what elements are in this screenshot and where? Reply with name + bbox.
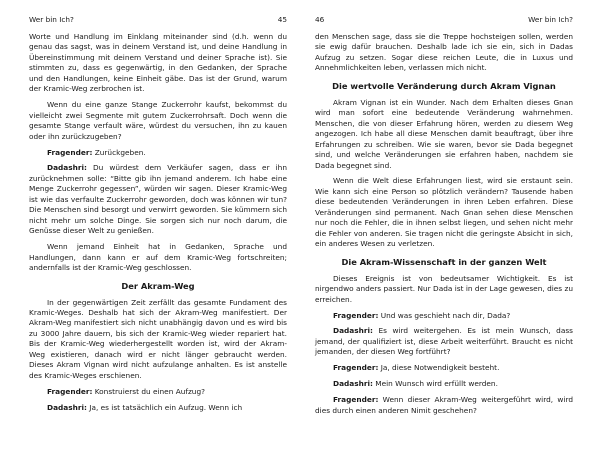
section-heading: Der Akram-Weg [121, 280, 195, 291]
dialogue-line [29, 163, 287, 236]
speaker-label: Fragender: [333, 395, 379, 405]
paragraph: Wenn die Welt diese Erfahrungen liest, wird sie erstaunt sein. Wie kann sich eine Person so plötzlich verändern? Tausende haben diese bedeutenden Veränderungen in ihren Leben erfahren. Diese Veränderungen sind permanent. Nach Gnan sehen diese Menschen nur noch die Fehler, die in ihnen selbst liegen, und sehen nicht mehr die Fehler von anderen. Sie tragen nicht die geringste Absicht in sich, ein anderes Wesen zu verletzen. [315, 176, 573, 249]
dialogue-line [315, 379, 573, 389]
dialogue-text: Wenn dieser Akram-Weg weitergeführt wird, wird dies durch einen anderen Nimit geschehen? [315, 395, 573, 415]
page-header [315, 14, 573, 26]
dialogue-line [29, 148, 287, 158]
dialogue-line [29, 403, 287, 413]
dialogue-text: Und was geschieht nach dir, Dada? [378, 310, 511, 320]
running-title: Wer bin Ich? [29, 15, 74, 24]
paragraph: In der gegenwärtigen Zeit zerfällt das gesamte Fundament des Kramic-Weges. Deshalb hat sich der Akram-Weg manifestiert. Der Akram-Weg manifestiert sich nicht unabhängig davon und es wird bis zu 3000 Jahre dauern, bis sich der Kramic-Weg wieder repariert hat. Bis der Kramic-Weg wiederhergestellt worden ist, wird der Akram-Weg existieren, danach wird er nicht länger gebraucht werden. Dieses Akram Vignan wird nicht aufzulange anhalten. Es ist anstelle des Kramic-Weges erschienen. [29, 297, 287, 380]
left-page [29, 0, 287, 463]
paragraph: Worte und Handlung im Einklang miteinander sind (d.h. wenn du genau das sagst, was in deinem Verstand ist, und deine Handlung in Übereinstimmung mit deinem Verstand und deiner Sprache ist). Sie stimmten zu, dass es gegenwärtig, in den Gedanken, der Sprache und den Handlungen, keine Einheit gäbe. Das ist der Grund, warum der Kramic-Weg zerbrochen ist. [29, 32, 287, 94]
dialogue-text: Ja, es ist tatsächlich ein Aufzug. Wenn ich [86, 402, 243, 412]
paragraph: Dieses Ereignis ist von bedeutsamer Wichtigkeit. Es ist nirgendwo anders passiert. Nur Dada ist in der Lage gewesen, dies zu erreichen. [315, 273, 573, 304]
speaker-label: Fragender: [47, 147, 93, 157]
dialogue-line [315, 326, 573, 357]
speaker-label: Fragender: [47, 386, 93, 396]
paragraph: Akram Vignan ist ein Wunder. Nach dem Erhalten dieses Gnan wird man sofort eine bedeutende Veränderung wahrnehmen. Menschen, die von dieser Erfahrung hören, werden zu diesem Weg angezogen. Ich habe all diese Menschen damit beauftragt, über ihre Erfahrungen zu schreiben. Wie sie waren, bevor sie Dada begegnet sind, und welche Veränderungen sie erfahren haben, nachdem sie Dada begegnet sind. [315, 97, 573, 170]
dialogue-text: Mein Wunsch wird erfüllt werden. [372, 379, 498, 389]
dialogue-text: Ja, diese Notwendigkeit besteht. [378, 363, 500, 373]
running-title: Wer bin Ich? [528, 15, 573, 24]
speaker-label: Dadashri: [47, 402, 87, 412]
speaker-label: Fragender: [333, 363, 379, 373]
page-number: 46 [315, 15, 325, 24]
dialogue-text: Konstruierst du einen Aufzug? [92, 386, 206, 396]
speaker-label: Dadashri: [47, 163, 87, 173]
speaker-label: Dadashri: [333, 326, 373, 336]
speaker-label: Fragender: [333, 310, 379, 320]
section-heading: Die Akram-Wissenschaft in der ganzen Welt [341, 256, 547, 267]
dialogue-text: Es wird weitergehen. Es ist mein Wunsch, dass jemand, der qualifiziert ist, diese Arbeit weiterführt. Braucht es nicht jemanden, der diesen Weg fortführt? [315, 326, 573, 357]
paragraph: den Menschen sage, dass sie die Treppe hochsteigen sollen, werden sie ewig dafür brauchen. Deshalb lade ich sie ein, sich in Dadas Aufzug zu setzen. Sogar diese reichen Leute, die in Luxus und Annehmlichkeiten leben, verlassen mich nicht. [315, 32, 573, 73]
dialogue-line [29, 387, 287, 397]
paragraph: Wenn jemand Einheit hat in Gedanken, Sprache und Handlungen, dann kann er auf dem Kramic-Weg fortschreiten; andernfalls ist der Kramic-Weg geschlossen. [29, 242, 287, 273]
dialogue-line [315, 363, 573, 373]
section-heading: Die wertvolle Veränderung durch Akram Vignan [332, 80, 556, 91]
dialogue-line [315, 395, 573, 416]
dialogue-text: Du würdest dem Verkäufer sagen, dass er ihn zurücknehmen solle: “Bitte gib ihn jemand anderem. Ich habe eine Menge Zuckerrohr gegessen”, würden wir sagen. Dieser Kramic-Weg ist wie das verfaulte Zuckerrohr geworden, doch was können wir tun? Die Menschen sind besorgt und verwirrt geworden. Sie kümmern sich nicht mehr um solche Dinge. Sie sorgen sich nur noch darum, die Genüsse dieser Welt zu genießen. [29, 163, 287, 236]
dialogue-text: Zurückgeben. [92, 147, 146, 157]
speaker-label: Dadashri: [333, 379, 373, 389]
right-page [315, 0, 573, 463]
page-header [29, 14, 287, 26]
paragraph: Wenn du eine ganze Stange Zuckerrohr kaufst, bekommst du vielleicht zwei Segmente mit gutem Zuckerrohrsaft. Doch wenn die gesamte Stange verfault wäre, würdest du versuchen, ihn zu kauen oder ihn zurückzugeben? [29, 100, 287, 141]
page-number: 45 [277, 15, 287, 24]
dialogue-line [315, 311, 573, 321]
